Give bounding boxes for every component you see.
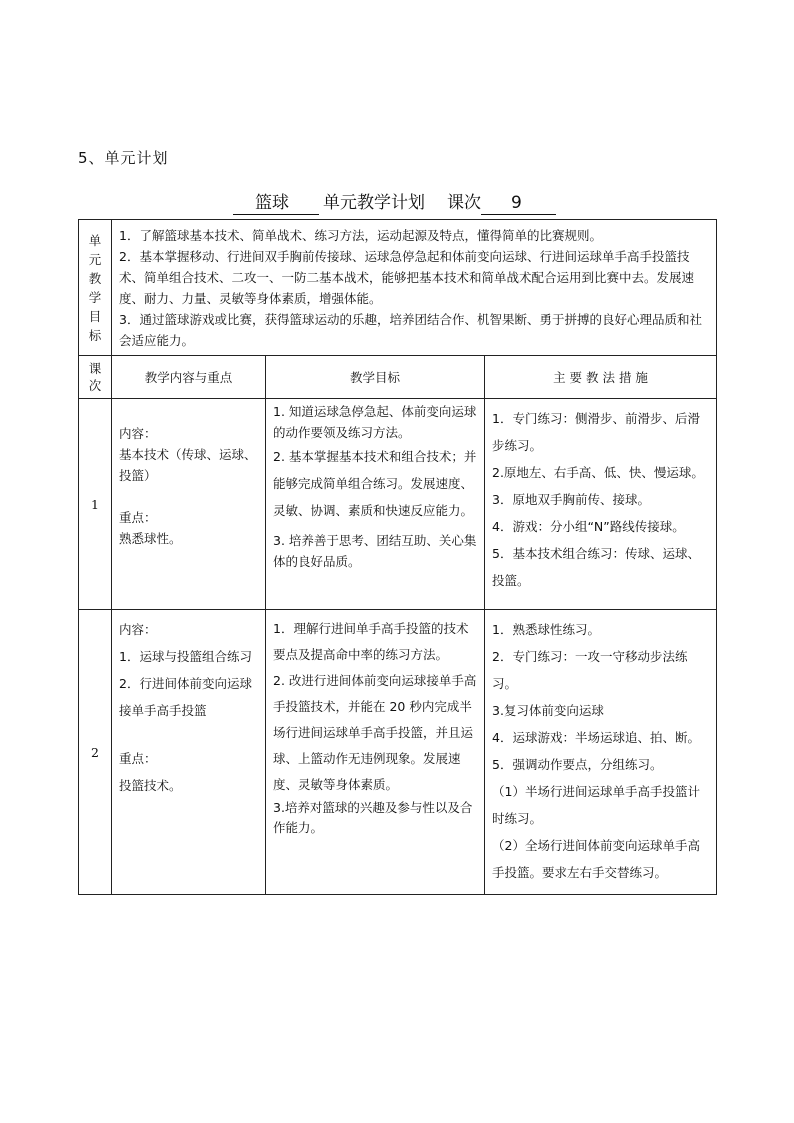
header-row: [79, 356, 717, 399]
header-lesson-char: 次: [88, 378, 102, 393]
lesson-goals-cell: [266, 399, 485, 610]
content-label: 内容：: [119, 622, 157, 637]
content-label: 内容：: [119, 426, 157, 441]
goal-item: 3. 培养善于思考、团结互助、关心集体的良好品质。: [273, 533, 477, 569]
objectives-row: [79, 220, 717, 356]
focus-label: 重点：: [119, 751, 157, 766]
objective-item: 1．了解篮球基本技术、简单战术、练习方法，运动起源及特点，懂得简单的比赛规则。: [119, 228, 602, 243]
method-item: 4．游戏：分小组“N”路线传接球。: [492, 519, 685, 534]
header-lesson: [79, 356, 112, 399]
objectives-cell: [112, 220, 717, 356]
lesson-number-cell: 1: [79, 399, 112, 610]
lesson-goals-cell: [266, 610, 485, 895]
focus-line: 投篮技术。: [119, 778, 182, 793]
method-item: 5．基本技术组合练习：传球、运球、投篮。: [492, 546, 700, 588]
method-item: 2．专门练习：一攻一守移动步法练习。: [492, 649, 688, 691]
header-methods: 主 要 教 法 措 施: [485, 356, 717, 399]
content-line: 1．运球与投篮组合练习: [119, 649, 252, 664]
method-item: 1．熟悉球性练习。: [492, 622, 600, 637]
lesson-row: [79, 399, 717, 610]
goal-item: 3.培养对篮球的兴趣及参与性以及合作能力。: [273, 800, 473, 835]
objectives-label-char: 学: [88, 289, 102, 305]
content-line: 2．行进间体前变向运球接单手高手投篮: [119, 676, 252, 718]
objective-item: 3．通过篮球游戏或比赛，获得篮球运动的乐趣，培养团结合作、机智果断、勇于拼搏的良好心理品质和社会适应能力。: [119, 312, 702, 348]
lesson-number: 9: [481, 192, 556, 215]
goal-item: 2. 改进行进间体前变向运球接单手高手投篮技术，并能在 20 秒内完成半场行进间运球单手高手投篮，并且运球、上篮动作无违例现象。发展速度、灵敏等身体素质。: [273, 673, 477, 792]
objectives-label-char: 单: [88, 232, 102, 248]
objectives-label-char: 目: [88, 308, 102, 324]
method-item: 5．强调动作要点，分组练习。: [492, 757, 663, 772]
lesson-methods-cell: [485, 610, 717, 895]
method-item: （2）全场行进间体前变向运球单手高手投篮。要求左右手交替练习。: [492, 838, 700, 880]
plan-subject: 篮球: [233, 192, 319, 215]
goal-item: 1．理解行进间单手高手投篮的技术要点及提高命中率的练习方法。: [273, 621, 469, 662]
plan-title-middle: 单元教学计划: [323, 193, 425, 213]
method-item: 3．原地双手胸前传、接球。: [492, 492, 650, 507]
objectives-label-cell: [79, 220, 112, 356]
lesson-number-label: 课次: [447, 193, 481, 213]
objective-item: 2．基本掌握移动、行进间双手胸前传接球、运球急停急起和体前变向运球、行进间运球单手高手投篮技术、简单组合技术、二攻一、一防二基本战术，能够把基本技术和简单战术配合运用到比赛中去。发展速度、耐力、力量、灵敏等身体素质，增强体能。: [119, 249, 695, 306]
objectives-label-char: 教: [88, 270, 102, 286]
goal-item: 1. 知道运球急停急起、体前变向运球的动作要领及练习方法。: [273, 404, 477, 440]
lesson-methods-cell: [485, 399, 717, 610]
section-heading: 5、单元计划: [78, 149, 169, 167]
lesson-number-cell: 2: [79, 610, 112, 895]
plan-title: [233, 188, 556, 215]
lesson-row: [79, 610, 717, 895]
header-goals: 教学目标: [266, 356, 485, 399]
method-item: （1）半场行进间运球单手高手投篮计时练习。: [492, 784, 700, 826]
content-line: 基本技术（传球、运球、投篮）: [119, 447, 257, 483]
method-item: 3.复习体前变向运球: [492, 703, 604, 718]
objectives-label-char: 标: [88, 327, 102, 343]
focus-label: 重点：: [119, 510, 157, 525]
method-item: 1．专门练习：侧滑步、前滑步、后滑步练习。: [492, 411, 700, 453]
method-item: 2.原地左、右手高、低、快、慢运球。: [492, 465, 704, 480]
header-lesson-char: 课: [88, 361, 102, 376]
objectives-label: [88, 231, 102, 345]
method-item: 4．运球游戏：半场运球追、拍、断。: [492, 730, 700, 745]
goal-item: 2. 基本掌握基本技术和组合技术；并能够完成简单组合练习。发展速度、灵敏、协调、素质和快速反应能力。: [273, 449, 477, 518]
header-content: 教学内容与重点: [112, 356, 266, 399]
unit-plan-table: [78, 219, 717, 895]
lesson-content-cell: [112, 399, 266, 610]
objectives-label-char: 元: [88, 251, 102, 267]
lesson-content-cell: [112, 610, 266, 895]
focus-line: 熟悉球性。: [119, 531, 182, 546]
